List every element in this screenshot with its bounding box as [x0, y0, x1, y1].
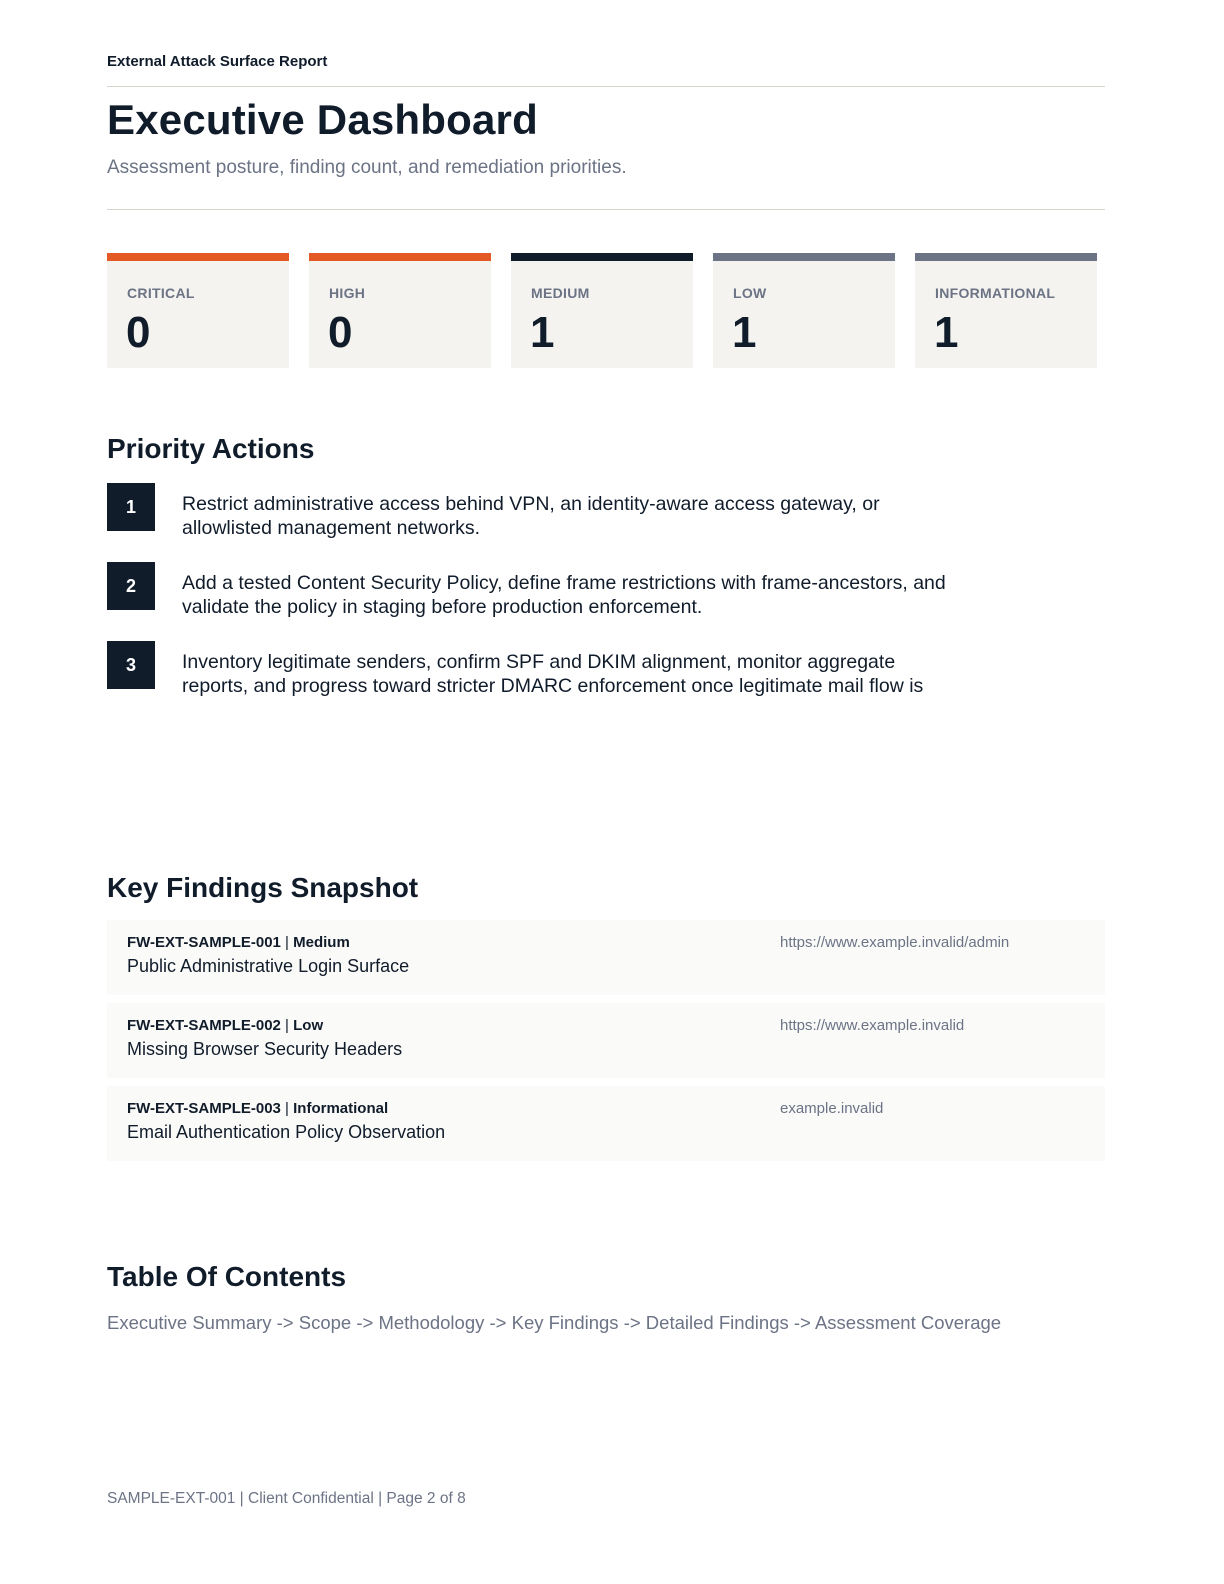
severity-color-bar	[915, 253, 1097, 261]
severity-card-critical	[107, 253, 289, 368]
severity-card-informational	[915, 253, 1097, 368]
severity-label: HIGH	[329, 285, 366, 301]
finding-id: FW-EXT-SAMPLE-003	[127, 1100, 281, 1117]
page-footer: SAMPLE-EXT-001 | Client Confidential | Page 2 of 8	[107, 1490, 466, 1507]
severity-color-bar	[713, 253, 895, 261]
severity-count: 0	[328, 308, 353, 357]
finding-target: https://www.example.invalid	[780, 1017, 965, 1034]
severity-card-low	[713, 253, 895, 368]
finding-title: Email Authentication Policy Observation	[127, 1122, 446, 1142]
priority-action-item	[107, 562, 967, 622]
finding-severity: Informational	[293, 1100, 389, 1117]
report-page	[107, 0, 1105, 1584]
report-label: External Attack Surface Report	[107, 53, 328, 70]
finding-target: https://www.example.invalid/admin	[780, 934, 1010, 951]
finding-separator: |	[280, 1100, 294, 1117]
priority-number-badge: 2	[107, 562, 155, 610]
severity-cards	[107, 253, 1097, 368]
priority-action-item	[107, 483, 967, 543]
finding-id: FW-EXT-SAMPLE-001	[127, 934, 281, 951]
toc-sequence: Executive Summary -> Scope -> Methodology -> Key Findings -> Detailed Findings -> Assessment Coverage	[107, 1312, 1002, 1333]
finding-target: example.invalid	[780, 1100, 884, 1117]
toc-heading: Table Of Contents	[107, 1261, 347, 1292]
title-divider	[107, 209, 1105, 210]
finding-title: Public Administrative Login Surface	[127, 956, 410, 976]
finding-separator: |	[280, 934, 294, 951]
priority-actions-heading: Priority Actions	[107, 433, 315, 464]
priority-action-item	[107, 641, 967, 697]
severity-label: MEDIUM	[531, 285, 590, 301]
finding-row	[107, 1086, 1105, 1161]
header-divider	[107, 86, 1105, 87]
finding-id-line	[127, 1100, 388, 1117]
severity-color-bar	[309, 253, 491, 261]
finding-severity: Low	[293, 1017, 324, 1034]
finding-id-line	[127, 934, 350, 951]
severity-card-medium	[511, 253, 693, 368]
finding-severity: Medium	[293, 934, 350, 951]
priority-number-badge: 3	[107, 641, 155, 689]
severity-count: 1	[530, 308, 555, 357]
finding-id-line	[127, 1017, 323, 1034]
key-findings-heading: Key Findings Snapshot	[107, 872, 419, 903]
severity-count: 0	[126, 308, 151, 357]
priority-action-text: Add a tested Content Security Policy, define frame restrictions with frame-ancestors, and validate the policy in staging before production enforcement.	[182, 572, 946, 618]
severity-label: LOW	[733, 285, 767, 301]
severity-label: INFORMATIONAL	[935, 285, 1056, 301]
severity-count: 1	[732, 308, 757, 357]
page-title: Executive Dashboard	[107, 96, 538, 143]
severity-card-high	[309, 253, 491, 368]
priority-action-text: Inventory legitimate senders, confirm SPF and DKIM alignment, monitor aggregate reports, and progress toward stricter DMARC enforcement once legitimate mail flow is	[182, 651, 924, 697]
finding-row	[107, 920, 1105, 995]
finding-title: Missing Browser Security Headers	[127, 1039, 403, 1059]
severity-label: CRITICAL	[127, 285, 195, 301]
severity-count: 1	[934, 308, 959, 357]
priority-action-text: Restrict administrative access behind VPN, an identity-aware access gateway, or allowlisted management networks.	[182, 493, 880, 539]
finding-separator: |	[280, 1017, 294, 1034]
priority-number-badge: 1	[107, 483, 155, 531]
finding-row	[107, 1003, 1105, 1078]
severity-color-bar	[511, 253, 693, 261]
severity-color-bar	[107, 253, 289, 261]
page-subtitle: Assessment posture, finding count, and remediation priorities.	[107, 157, 627, 178]
finding-id: FW-EXT-SAMPLE-002	[127, 1017, 281, 1034]
